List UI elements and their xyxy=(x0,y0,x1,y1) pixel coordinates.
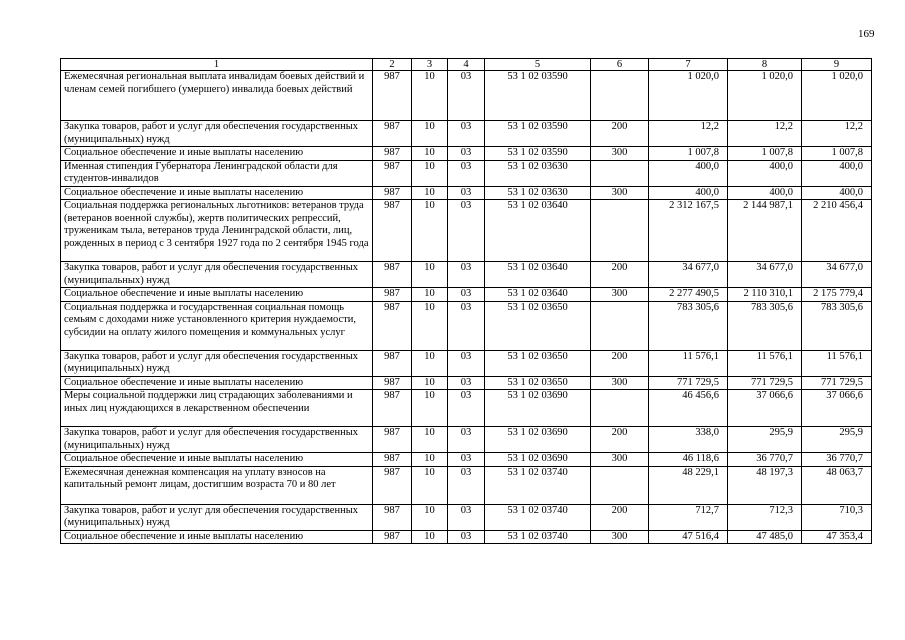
cell-amount-9: 783 305,6 xyxy=(802,301,872,350)
cell-expense-type: 300 xyxy=(591,186,649,200)
cell-amount-9: 11 576,1 xyxy=(802,350,872,376)
cell-code-subsection: 03 xyxy=(448,301,485,350)
cell-amount-9: 1 007,8 xyxy=(802,147,872,161)
cell-amount-9: 400,0 xyxy=(802,186,872,200)
header-row xyxy=(61,59,872,71)
cell-expense-type: 300 xyxy=(591,147,649,161)
cell-amount-9: 2 175 779,4 xyxy=(802,288,872,302)
cell-code-section: 10 xyxy=(412,200,448,262)
cell-amount-9: 1 020,0 xyxy=(802,71,872,121)
cell-amount-7: 34 677,0 xyxy=(649,262,728,288)
column-header: 8 xyxy=(728,59,802,71)
table-row xyxy=(61,427,872,453)
table-row xyxy=(61,186,872,200)
cell-expense-type xyxy=(591,71,649,121)
row-description: Социальное обеспечение и иные выплаты населению xyxy=(61,376,373,390)
row-description: Социальная поддержка и государственная социальная помощь семьям с доходами ниже установленного критерия нуждаемости, субсидии на оплату жилого помещения и коммунальных услуг xyxy=(61,301,373,350)
cell-code-section: 10 xyxy=(412,466,448,504)
cell-expense-type: 200 xyxy=(591,427,649,453)
cell-target-code: 53 1 02 03590 xyxy=(485,71,591,121)
cell-expense-type: 300 xyxy=(591,453,649,467)
cell-code-subsection: 03 xyxy=(448,262,485,288)
cell-amount-7: 46 118,6 xyxy=(649,453,728,467)
cell-amount-9: 710,3 xyxy=(802,504,872,530)
cell-amount-9: 48 063,7 xyxy=(802,466,872,504)
cell-expense-type xyxy=(591,200,649,262)
column-header: 3 xyxy=(412,59,448,71)
table-row xyxy=(61,121,872,147)
cell-amount-9: 34 677,0 xyxy=(802,262,872,288)
cell-code-subsection: 03 xyxy=(448,530,485,544)
cell-target-code: 53 1 02 03640 xyxy=(485,262,591,288)
budget-table xyxy=(60,58,872,544)
cell-amount-9: 295,9 xyxy=(802,427,872,453)
row-description: Именная стипендия Губернатора Ленинградской области для студентов-инвалидов xyxy=(61,160,373,186)
cell-amount-7: 338,0 xyxy=(649,427,728,453)
page-number: 169 xyxy=(858,28,875,40)
cell-amount-7: 712,7 xyxy=(649,504,728,530)
table-row xyxy=(61,376,872,390)
cell-target-code: 53 1 02 03650 xyxy=(485,350,591,376)
cell-amount-7: 400,0 xyxy=(649,160,728,186)
table-row xyxy=(61,453,872,467)
cell-amount-8: 2 110 310,1 xyxy=(728,288,802,302)
cell-code-section: 10 xyxy=(412,504,448,530)
cell-code-ministry: 987 xyxy=(373,504,412,530)
cell-code-ministry: 987 xyxy=(373,453,412,467)
cell-code-subsection: 03 xyxy=(448,376,485,390)
cell-amount-9: 36 770,7 xyxy=(802,453,872,467)
cell-code-ministry: 987 xyxy=(373,262,412,288)
cell-code-ministry: 987 xyxy=(373,121,412,147)
cell-code-section: 10 xyxy=(412,71,448,121)
cell-target-code: 53 1 02 03690 xyxy=(485,453,591,467)
cell-amount-9: 2 210 456,4 xyxy=(802,200,872,262)
cell-code-ministry: 987 xyxy=(373,186,412,200)
cell-code-ministry: 987 xyxy=(373,71,412,121)
cell-amount-8: 295,9 xyxy=(728,427,802,453)
cell-amount-8: 400,0 xyxy=(728,160,802,186)
table-row xyxy=(61,288,872,302)
cell-code-subsection: 03 xyxy=(448,160,485,186)
cell-expense-type: 200 xyxy=(591,504,649,530)
table-row xyxy=(61,504,872,530)
cell-code-ministry: 987 xyxy=(373,376,412,390)
cell-target-code: 53 1 02 03640 xyxy=(485,288,591,302)
cell-amount-7: 1 020,0 xyxy=(649,71,728,121)
cell-code-section: 10 xyxy=(412,262,448,288)
cell-target-code: 53 1 02 03630 xyxy=(485,160,591,186)
table-row xyxy=(61,200,872,262)
table-row xyxy=(61,71,872,121)
cell-amount-8: 1 007,8 xyxy=(728,147,802,161)
cell-amount-8: 48 197,3 xyxy=(728,466,802,504)
row-description: Социальное обеспечение и иные выплаты населению xyxy=(61,530,373,544)
cell-target-code: 53 1 02 03590 xyxy=(485,121,591,147)
cell-code-subsection: 03 xyxy=(448,186,485,200)
row-description: Закупка товаров, работ и услуг для обеспечения государственных (муниципальных) нужд xyxy=(61,121,373,147)
cell-expense-type: 300 xyxy=(591,288,649,302)
cell-target-code: 53 1 02 03740 xyxy=(485,466,591,504)
table-row xyxy=(61,350,872,376)
cell-amount-8: 34 677,0 xyxy=(728,262,802,288)
cell-code-subsection: 03 xyxy=(448,466,485,504)
cell-code-ministry: 987 xyxy=(373,427,412,453)
cell-expense-type xyxy=(591,160,649,186)
cell-code-section: 10 xyxy=(412,186,448,200)
row-description: Социальное обеспечение и иные выплаты населению xyxy=(61,453,373,467)
cell-amount-9: 47 353,4 xyxy=(802,530,872,544)
cell-target-code: 53 1 02 03740 xyxy=(485,504,591,530)
cell-code-section: 10 xyxy=(412,147,448,161)
cell-expense-type: 300 xyxy=(591,376,649,390)
row-description: Социальное обеспечение и иные выплаты населению xyxy=(61,288,373,302)
cell-amount-7: 1 007,8 xyxy=(649,147,728,161)
cell-amount-8: 783 305,6 xyxy=(728,301,802,350)
row-description: Социальное обеспечение и иные выплаты населению xyxy=(61,186,373,200)
row-description: Меры социальной поддержки лиц страдающих заболеваниями и иных лиц нуждающихся в лекарственном обеспечении xyxy=(61,390,373,427)
cell-expense-type: 200 xyxy=(591,350,649,376)
table-row xyxy=(61,390,872,427)
cell-expense-type: 200 xyxy=(591,262,649,288)
cell-amount-7: 46 456,6 xyxy=(649,390,728,427)
cell-target-code: 53 1 02 03740 xyxy=(485,530,591,544)
cell-target-code: 53 1 02 03640 xyxy=(485,200,591,262)
cell-code-ministry: 987 xyxy=(373,200,412,262)
table-row xyxy=(61,466,872,504)
cell-code-section: 10 xyxy=(412,427,448,453)
cell-amount-8: 47 485,0 xyxy=(728,530,802,544)
cell-code-subsection: 03 xyxy=(448,147,485,161)
column-header: 2 xyxy=(373,59,412,71)
cell-expense-type xyxy=(591,466,649,504)
cell-code-ministry: 987 xyxy=(373,530,412,544)
cell-amount-8: 400,0 xyxy=(728,186,802,200)
row-description: Социальное обеспечение и иные выплаты населению xyxy=(61,147,373,161)
cell-code-subsection: 03 xyxy=(448,390,485,427)
cell-amount-7: 771 729,5 xyxy=(649,376,728,390)
cell-code-section: 10 xyxy=(412,160,448,186)
column-header: 5 xyxy=(485,59,591,71)
cell-code-section: 10 xyxy=(412,376,448,390)
cell-amount-8: 771 729,5 xyxy=(728,376,802,390)
cell-code-subsection: 03 xyxy=(448,350,485,376)
cell-code-subsection: 03 xyxy=(448,121,485,147)
cell-code-section: 10 xyxy=(412,121,448,147)
cell-code-section: 10 xyxy=(412,288,448,302)
cell-code-subsection: 03 xyxy=(448,427,485,453)
cell-amount-7: 12,2 xyxy=(649,121,728,147)
cell-amount-8: 1 020,0 xyxy=(728,71,802,121)
cell-target-code: 53 1 02 03630 xyxy=(485,186,591,200)
cell-code-section: 10 xyxy=(412,530,448,544)
column-header: 4 xyxy=(448,59,485,71)
cell-code-section: 10 xyxy=(412,350,448,376)
cell-amount-7: 2 312 167,5 xyxy=(649,200,728,262)
row-description: Ежемесячная денежная компенсация на уплату взносов на капитальный ремонт лицам, достигшим возраста 70 и 80 лет xyxy=(61,466,373,504)
row-description: Социальная поддержка региональных льготников: ветеранов труда (ветеранов военной службы), жертв политических репрессий, труженикам тыла, ветеранов труда Ленинградской области, лиц, рожденных в период с 3 сентября 1927 года по 2 сентября 1945 года xyxy=(61,200,373,262)
cell-amount-9: 400,0 xyxy=(802,160,872,186)
cell-amount-7: 11 576,1 xyxy=(649,350,728,376)
cell-code-section: 10 xyxy=(412,390,448,427)
table-row xyxy=(61,160,872,186)
cell-amount-7: 47 516,4 xyxy=(649,530,728,544)
cell-amount-7: 400,0 xyxy=(649,186,728,200)
cell-target-code: 53 1 02 03690 xyxy=(485,427,591,453)
cell-code-subsection: 03 xyxy=(448,288,485,302)
column-header: 7 xyxy=(649,59,728,71)
cell-code-subsection: 03 xyxy=(448,453,485,467)
cell-code-section: 10 xyxy=(412,301,448,350)
table-row xyxy=(61,262,872,288)
row-description: Закупка товаров, работ и услуг для обеспечения государственных (муниципальных) нужд xyxy=(61,262,373,288)
cell-code-subsection: 03 xyxy=(448,504,485,530)
table-row xyxy=(61,147,872,161)
cell-target-code: 53 1 02 03650 xyxy=(485,376,591,390)
cell-amount-8: 11 576,1 xyxy=(728,350,802,376)
row-description: Закупка товаров, работ и услуг для обеспечения государственных (муниципальных) нужд xyxy=(61,350,373,376)
cell-amount-7: 783 305,6 xyxy=(649,301,728,350)
cell-code-subsection: 03 xyxy=(448,71,485,121)
cell-amount-8: 12,2 xyxy=(728,121,802,147)
row-description: Закупка товаров, работ и услуг для обеспечения государственных (муниципальных) нужд xyxy=(61,427,373,453)
column-header: 1 xyxy=(61,59,373,71)
column-header: 6 xyxy=(591,59,649,71)
column-header: 9 xyxy=(802,59,872,71)
cell-expense-type: 300 xyxy=(591,530,649,544)
table-row xyxy=(61,301,872,350)
cell-amount-8: 37 066,6 xyxy=(728,390,802,427)
cell-amount-9: 12,2 xyxy=(802,121,872,147)
cell-amount-8: 2 144 987,1 xyxy=(728,200,802,262)
table-row xyxy=(61,530,872,544)
cell-expense-type xyxy=(591,390,649,427)
cell-code-ministry: 987 xyxy=(373,147,412,161)
cell-code-ministry: 987 xyxy=(373,390,412,427)
cell-amount-7: 48 229,1 xyxy=(649,466,728,504)
cell-code-ministry: 987 xyxy=(373,288,412,302)
cell-amount-7: 2 277 490,5 xyxy=(649,288,728,302)
cell-code-ministry: 987 xyxy=(373,466,412,504)
cell-code-subsection: 03 xyxy=(448,200,485,262)
cell-target-code: 53 1 02 03690 xyxy=(485,390,591,427)
cell-target-code: 53 1 02 03650 xyxy=(485,301,591,350)
row-description: Ежемесячная региональная выплата инвалидам боевых действий и членам семей погибшего (умершего) инвалида боевых действий xyxy=(61,71,373,121)
row-description: Закупка товаров, работ и услуг для обеспечения государственных (муниципальных) нужд xyxy=(61,504,373,530)
cell-code-ministry: 987 xyxy=(373,350,412,376)
cell-expense-type xyxy=(591,301,649,350)
cell-target-code: 53 1 02 03590 xyxy=(485,147,591,161)
cell-amount-9: 771 729,5 xyxy=(802,376,872,390)
cell-amount-9: 37 066,6 xyxy=(802,390,872,427)
cell-code-ministry: 987 xyxy=(373,301,412,350)
cell-code-section: 10 xyxy=(412,453,448,467)
cell-amount-8: 36 770,7 xyxy=(728,453,802,467)
cell-expense-type: 200 xyxy=(591,121,649,147)
cell-amount-8: 712,3 xyxy=(728,504,802,530)
cell-code-ministry: 987 xyxy=(373,160,412,186)
